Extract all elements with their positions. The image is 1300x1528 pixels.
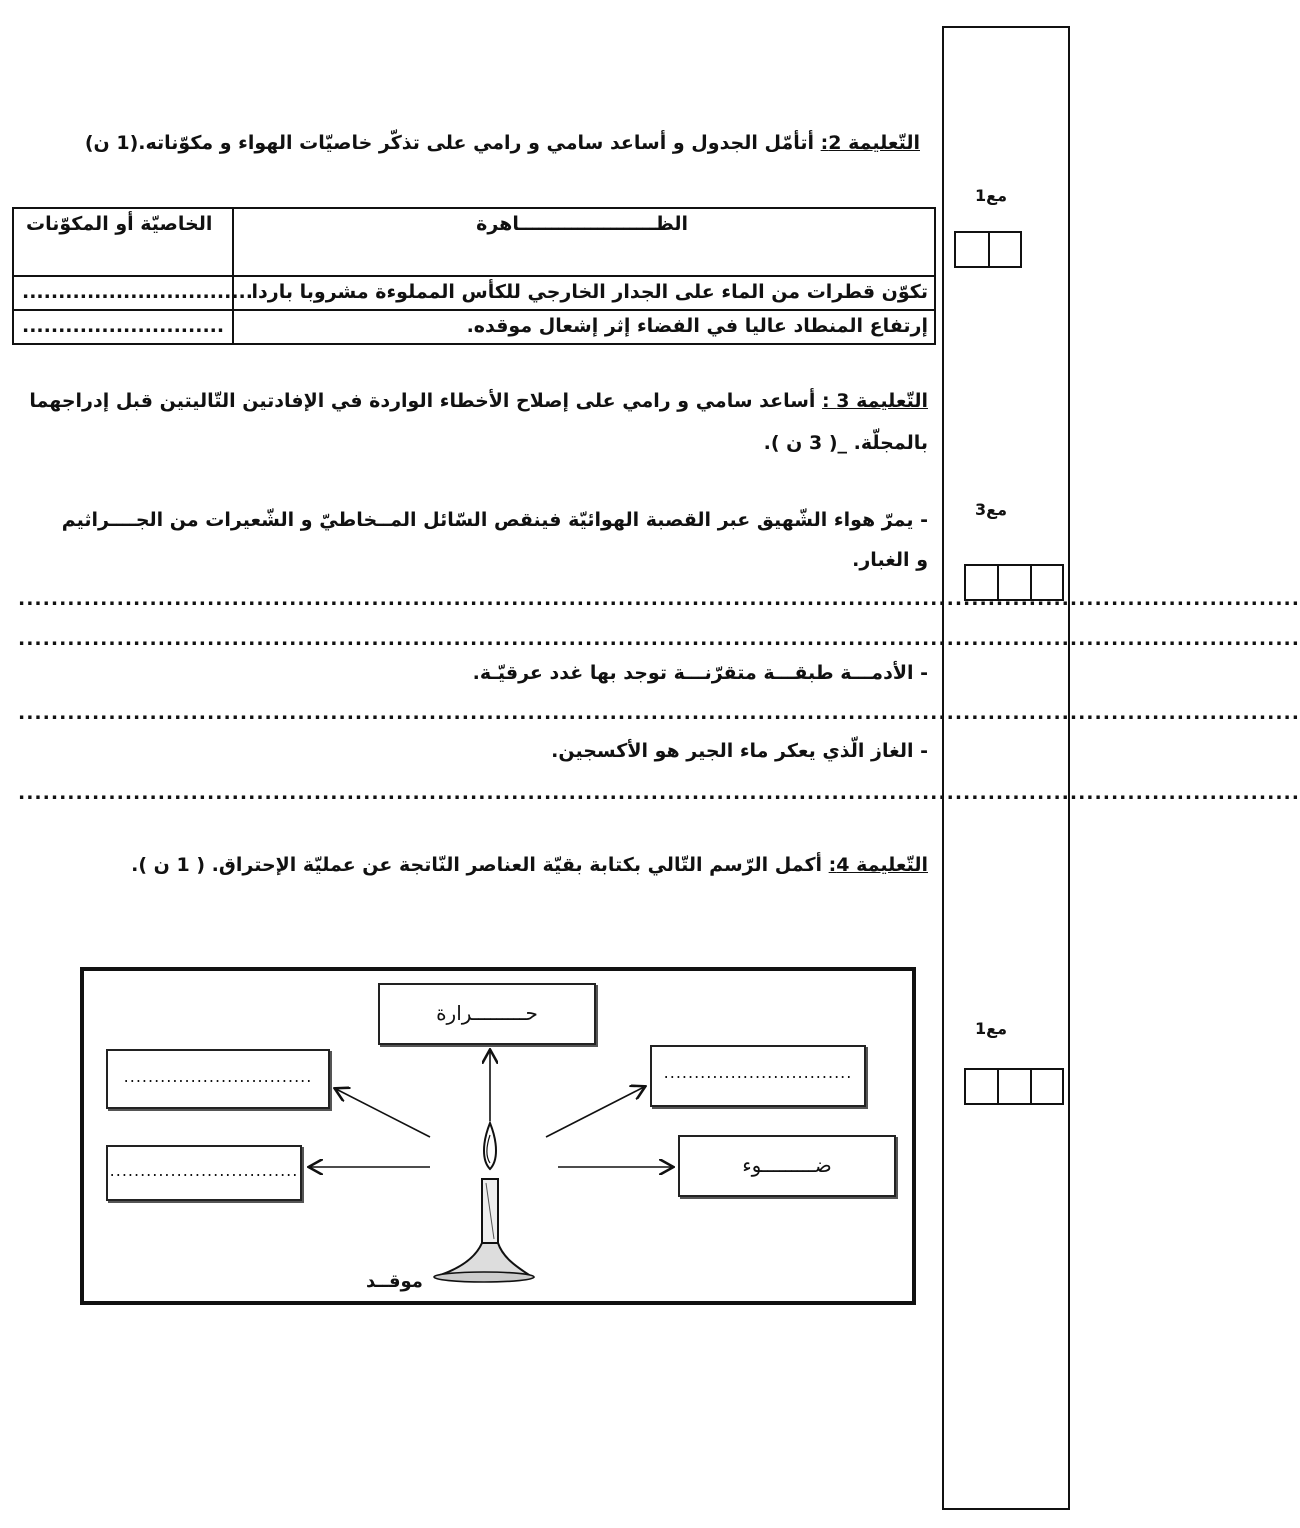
score-cell[interactable] [997,1068,1032,1105]
heat-label: حـــــــــرارة [436,1001,538,1025]
instruction-2-label: التّعليمة 2: [820,132,920,154]
air-properties-table [12,207,936,345]
diagram-drawing [84,971,912,1301]
sentence-1-line-1: - يمرّ هواء الشّهيق عبر القصبة الهوائيّة فينقص السّائل المــخاطيّ و الشّعيرات من الجــــراثيم [61,509,928,531]
score-cell[interactable] [954,231,990,268]
blank-top-right-dots: ............................... [663,1063,853,1082]
arrow-top-left [336,1089,430,1137]
combustion-diagram [80,967,916,1305]
table-row-2-phenomenon: إرتفاع المنطاد عاليا في الفضاء إثر إشعال موقده. [466,315,928,337]
score-boxes-3 [964,1068,1064,1105]
table-row-1-answer[interactable]: ................................ [22,281,253,303]
criterion-label-2: مع3 [975,500,1007,519]
instruction-3 [29,390,928,412]
blank-top-left-dots: ............................... [123,1067,313,1086]
table-row-2-answer[interactable]: ............................ [22,315,225,337]
score-boxes-1 [954,231,1022,268]
instruction-3-label: التّعليمة 3 : [822,390,928,412]
blank-bottom-left-dots: ............................... [109,1161,299,1180]
score-cell[interactable] [988,231,1022,268]
criterion-label-3: مع1 [975,1019,1007,1038]
criterion-label-1: مع1 [975,186,1007,205]
sentence-2: - الأدمـــة طبقـــة متقرّنـــة توجد بها غدد عرقيّـة. [472,662,928,684]
instruction-4-label: التّعليمة 4: [828,854,928,876]
arrow-top-right [546,1087,644,1137]
instruction-3-text-1: أساعد سامي و رامي على إصلاح الأخطاء الواردة في الإفادتين التّاليتين قبل إدراجهما [29,390,823,412]
instruction-2 [85,132,920,154]
table-header-phenomenon: الظـــــــــــــــــــــاهرة [476,213,688,235]
burner-label: موقــد [366,1271,423,1292]
score-cell[interactable] [964,1068,999,1105]
answer-line-2[interactable]: ............................................................................................................................................................ [18,628,1300,650]
instruction-4 [131,854,928,876]
table-row-1-phenomenon: تكوّن قطرات من الماء على الجدار الخارجي للكأس المملوءة مشروبا باردا [251,281,928,303]
answer-line-1[interactable]: ............................................................................................................................................................ [18,588,1300,610]
table-header-property: الخاصيّة أو المكوّنات [26,213,213,235]
score-cell[interactable] [1030,1068,1064,1105]
answer-line-3[interactable]: ............................................................................................................................................................ [18,702,1300,724]
sentence-1-line-2: و الغبار. [852,549,928,571]
instruction-4-text: أكمل الرّسم التّالي بكتابة بقيّة العناصر النّاتجة عن عمليّة الإحتراق. ( 1 ن ). [131,854,829,876]
instruction-3-line-2: بالمجلّة. _( 3 ن ). [763,432,928,454]
instruction-2-text: أتأمّل الجدول و أساعد سامي و رامي على تذكّر خاصيّات الهواء و مكوّناته.(1 ن) [84,132,821,154]
answer-line-4[interactable]: ............................................................................................................................................................ [18,782,1300,804]
sentence-3: - الغاز الّذي يعكر ماء الجير هو الأكسجين. [551,740,928,762]
light-label: ضـــــــــوء [742,1153,832,1177]
